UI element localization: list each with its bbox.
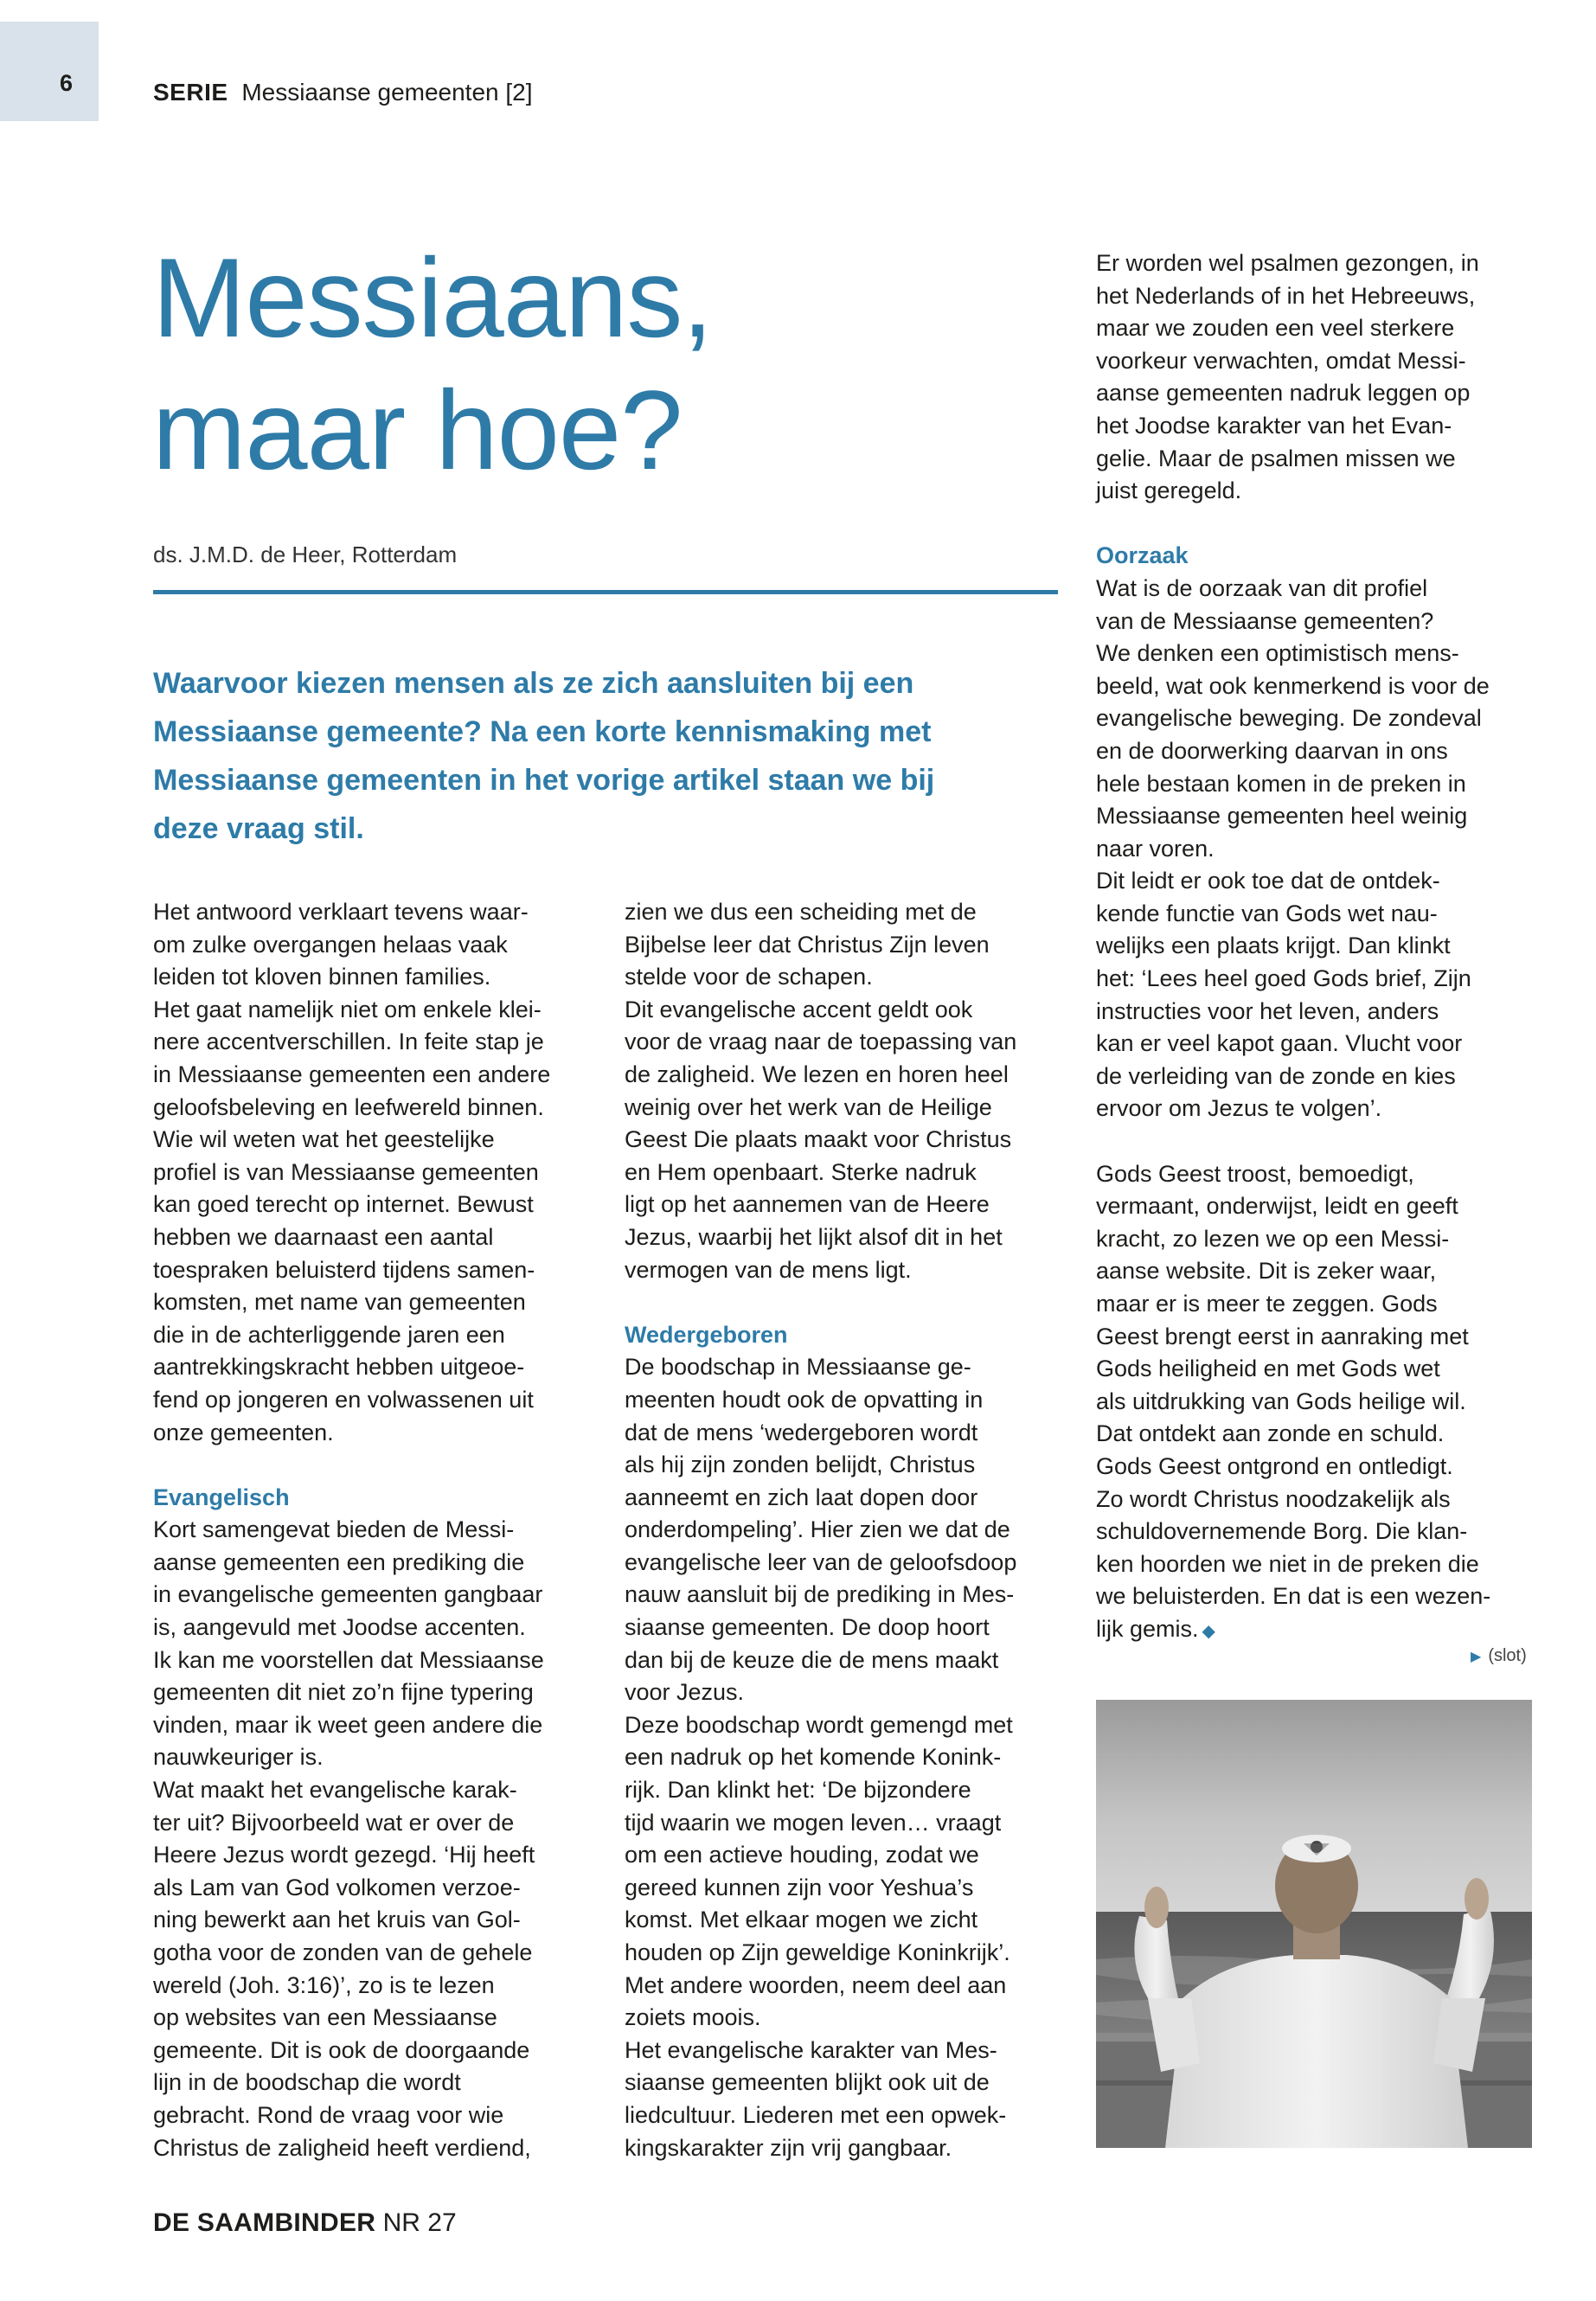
text-line-content: om zulke overgangen helaas vaak [153, 931, 508, 958]
text-line-content: geloofsbeleving en leefwereld binnen. [153, 1093, 544, 1120]
text-line [625, 1059, 1061, 1092]
lead-line: Waarvoor kiezen mensen als ze zich aansluiten bij een [153, 667, 914, 700]
text-line-content: en de doorwerking daarvan in ons [1096, 737, 1448, 764]
text-line [153, 1026, 586, 1059]
text-line [1096, 963, 1537, 996]
paragraph-gap [153, 1449, 586, 1482]
text-line-content: een nadruk op het komende Konink- [625, 1744, 1002, 1771]
text-line-content: voorkeur verwachten, omdat Messi- [1096, 347, 1466, 374]
text-line-content: Met andere woorden, neem deel aan [625, 1971, 1007, 1998]
text-line [153, 1709, 586, 1742]
text-line-content: Het evangelische karakter van Mes- [625, 2036, 997, 2063]
text-line-content: Heere Jezus wordt gezegd. ‘Hij heeft [153, 1842, 535, 1868]
text-line [1096, 898, 1537, 931]
text-line [153, 1351, 586, 1384]
text-line [625, 1970, 1061, 2003]
subhead-oorzaak: Oorzaak [1096, 542, 1189, 569]
text-line [1096, 345, 1537, 378]
lead-paragraph [153, 659, 1027, 853]
text-line [153, 2132, 586, 2165]
text-line-content: siaanse gemeenten. De doop hoort [625, 1614, 990, 1641]
text-line [1096, 800, 1537, 833]
text-line-content: tijd waarin we mogen leven… vraagt [625, 1809, 1002, 1836]
paragraph-gap [1096, 508, 1537, 541]
text-line [625, 1384, 1061, 1417]
text-line-content: Het antwoord verklaart tevens waar- [153, 899, 529, 925]
text-line [1096, 1093, 1537, 1125]
text-line [625, 2132, 1061, 2165]
text-line [1096, 377, 1537, 410]
text-line [625, 1709, 1061, 1742]
text-line [153, 1189, 586, 1221]
text-line-content: Christus de zaligheid heeft verdiend, [153, 2134, 531, 2161]
text-line [153, 1514, 586, 1547]
text-line-content: Kort samengevat bieden de Messi- [153, 1516, 515, 1543]
text-line [625, 2067, 1061, 2099]
text-line-content: toespraken beluisterd tijdens samen- [153, 1256, 535, 1283]
text-line-content: voor Jezus. [625, 1679, 745, 1706]
text-line [153, 1092, 586, 1125]
text-line-content: gotha voor de zonden van de gehele [153, 1939, 533, 1965]
text-line [153, 1221, 586, 1254]
text-line [1096, 930, 1537, 963]
text-line [625, 1124, 1061, 1157]
text-line [625, 1157, 1061, 1189]
text-line-content: welijks een plaats krijgt. Dan klinkt [1096, 933, 1451, 959]
page-number-tab [0, 22, 99, 121]
body-column-2 [625, 896, 1061, 2164]
text-line [153, 896, 586, 929]
text-line-content: Geest Die plaats maakt voor Christus [625, 1126, 1012, 1153]
text-line-content: aanse gemeenten nadruk leggen op [1096, 380, 1471, 407]
text-line-content: het Nederlands of in het Hebreeuws, [1096, 282, 1476, 309]
text-line [1096, 247, 1537, 280]
text-line-content: het: ‘Lees heel goed Gods brief, Zijn [1096, 965, 1471, 992]
text-line-content: Ik kan me voorstellen dat Messiaanse [153, 1646, 544, 1673]
text-line-content: komsten, met name van gemeenten [153, 1289, 526, 1316]
text-line [153, 1644, 586, 1677]
text-line-content: als hij zijn zonden belijdt, Christus [625, 1452, 976, 1478]
text-line-content: als Lam van God volkomen verzoe- [153, 1874, 521, 1900]
article-title [152, 232, 810, 497]
text-line [625, 1417, 1061, 1450]
text-line [625, 1026, 1061, 1059]
text-line [153, 1774, 586, 1807]
text-line [153, 1059, 586, 1092]
text-line-content: Wat is de oorzaak van dit profiel [1096, 574, 1428, 601]
text-line-content: nauwkeuriger is. [153, 1744, 324, 1771]
text-line [153, 929, 586, 962]
text-line-content: ter uit? Bijvoorbeeld wat er over de [153, 1809, 515, 1836]
text-line [153, 2067, 586, 2099]
text-line-content: zoiets moois. [625, 2004, 761, 2031]
text-line-content: aantrekkingskracht hebben uitgeoe- [153, 1354, 525, 1381]
text-line [153, 1124, 586, 1157]
title-line: Messiaans, [152, 234, 713, 361]
text-line-content: Bijbelse leer dat Christus Zijn leven [625, 931, 990, 958]
text-line [625, 1741, 1061, 1774]
text-line-content: komst. Met elkaar mogen we zicht [625, 1907, 978, 1933]
text-line-content: ken hoorden we niet in de preken die [1096, 1550, 1479, 1577]
text-line [625, 1092, 1061, 1125]
text-line [625, 1547, 1061, 1580]
text-line-content: fend op jongeren en volwassenen uit [153, 1386, 534, 1413]
text-line-content: maar we zouden een veel sterkere [1096, 315, 1455, 342]
text-line-content: zien we dus een scheiding met de [625, 899, 977, 925]
text-line [1096, 1353, 1537, 1386]
text-line [1096, 1386, 1537, 1419]
article-photo [1096, 1700, 1532, 2148]
text-line-content: profiel is van Messiaanse gemeenten [153, 1158, 539, 1185]
text-line-content: die in de achterliggende jaren een [153, 1321, 505, 1348]
text-line-content: kende functie van Gods wet nau- [1096, 900, 1438, 926]
text-line-content: schuldovernemende Borg. Die klan- [1096, 1518, 1468, 1545]
text-line [153, 2002, 586, 2035]
text-line [625, 1774, 1061, 1807]
text-line [625, 1254, 1061, 1287]
text-line-content: in Messiaanse gemeenten een andere [153, 1061, 551, 1087]
text-line [625, 1807, 1061, 1840]
text-line [625, 1514, 1061, 1547]
text-line [625, 896, 1061, 929]
text-line-content: evangelische leer van de geloofsdoop [625, 1548, 1017, 1575]
text-line-content: gemeenten dit niet zo’n fijne typering [153, 1679, 534, 1706]
text-line [1096, 1418, 1537, 1451]
text-line [153, 1384, 586, 1417]
text-line [1096, 1613, 1537, 1649]
text-line-content: als uitdrukking van Gods heilige wil. [1096, 1388, 1466, 1414]
text-line-content: hele bestaan komen in de preken in [1096, 770, 1466, 797]
text-line-content: aanse gemeenten een prediking die [153, 1548, 525, 1575]
text-line [1096, 1451, 1537, 1484]
text-line [625, 1904, 1061, 1937]
text-line [1096, 443, 1537, 476]
text-line [1096, 702, 1537, 735]
paragraph-gap [625, 1286, 1061, 1319]
text-line-content: maar er is meer te zeggen. Gods [1096, 1291, 1438, 1317]
text-line-content: onze gemeenten. [153, 1419, 334, 1445]
text-line-content: gebracht. Rond de vraag voor wie [153, 2101, 504, 2128]
subhead-evangelisch: Evangelisch [153, 1484, 290, 1510]
text-line-content: ning bewerkt aan het kruis van Gol- [153, 1907, 521, 1933]
text-line-content: vinden, maar ik weet geen andere die [153, 1711, 543, 1738]
text-line-content: stelde voor de schapen. [625, 964, 873, 990]
text-line [625, 994, 1061, 1027]
text-line [153, 1417, 586, 1450]
text-line-content: De boodschap in Messiaanse ge- [625, 1354, 971, 1381]
text-line [1096, 1321, 1537, 1354]
text-line-content: weinig over het werk van de Heilige [625, 1093, 992, 1120]
text-line-content: aanse website. Dit is zeker waar, [1096, 1258, 1437, 1285]
text-line-content: gemeente. Dit is ook de doorgaande [153, 2036, 530, 2063]
text-line-content: is, aangevuld met Joodse accenten. [153, 1614, 526, 1641]
text-line-content: kan er veel kapot gaan. Vlucht voor [1096, 1030, 1463, 1057]
text-line [625, 1676, 1061, 1709]
text-line-content: kan goed terecht op internet. Bewust [153, 1191, 534, 1218]
text-line-content: onderdompeling’. Hier zien we dat de [625, 1516, 1010, 1543]
text-line-content: Gods Geest ontgrond en ontledigt. [1096, 1452, 1453, 1479]
play-arrow-icon: ▶ [1471, 1650, 1482, 1664]
text-line-content: gereed kunnen zijn voor Yeshua’s [625, 1874, 974, 1900]
text-line-content: dat de mens ‘wedergeboren wordt [625, 1419, 978, 1445]
text-line-content: de verleiding van de zonde en kies [1096, 1062, 1456, 1089]
text-line [625, 961, 1061, 994]
title-divider [153, 590, 1058, 594]
series-header [153, 79, 533, 106]
text-line [1096, 768, 1537, 801]
text-line [1096, 1288, 1537, 1321]
text-line-content: hebben we daarnaast een aantal [153, 1223, 494, 1250]
text-line-content: aanneemt en zich laat dopen door [625, 1484, 978, 1510]
text-line [1096, 410, 1537, 443]
text-line [625, 1644, 1061, 1677]
text-line-content: van de Messiaanse gemeenten? [1096, 607, 1434, 634]
text-line [1096, 1028, 1537, 1061]
text-line-content: nere accentverschillen. In feite stap je [153, 1029, 544, 1055]
series-label: SERIE [153, 79, 228, 106]
text-line [153, 1286, 586, 1319]
text-line [153, 1319, 586, 1352]
text-line-content: evangelische beweging. De zondeval [1096, 705, 1482, 732]
text-line [1096, 573, 1537, 606]
text-line-content: Het gaat namelijk niet om enkele klei- [153, 996, 542, 1022]
text-line-content: juist geregeld. [1096, 478, 1242, 504]
text-line-content: lijn in de boodschap die wordt [153, 2069, 461, 2096]
text-line [153, 1937, 586, 1970]
title-line: maar hoe? [152, 367, 683, 493]
lead-line: Messiaanse gemeenten in het vorige artikel staan we bij [153, 764, 935, 797]
text-line [625, 1937, 1061, 1970]
text-line [153, 1612, 586, 1644]
text-line-content: wereld (Joh. 3:16)’, zo is te lezen [153, 1971, 495, 1998]
text-line-content: Dat ontdekt aan zonde en schuld. [1096, 1420, 1445, 1447]
text-line [625, 1612, 1061, 1644]
text-line-content: in evangelische gemeenten gangbaar [153, 1581, 543, 1608]
text-line-content: en Hem openbaart. Sterke nadruk [625, 1158, 977, 1185]
text-line-content: gelie. Maar de psalmen missen we [1096, 445, 1456, 471]
text-line-content: leiden tot kloven binnen families. [153, 964, 491, 990]
text-line [153, 1547, 586, 1580]
text-line-content: Dit leidt er ook toe dat de ontdek- [1096, 868, 1440, 894]
text-line-content: dan bij de keuze die de mens maakt [625, 1646, 999, 1673]
text-line [625, 1872, 1061, 1905]
text-line-content: We denken een optimistisch mens- [1096, 640, 1459, 667]
issue-number: NR 27 [382, 2208, 457, 2237]
text-line [625, 2099, 1061, 2132]
text-line-content: we beluisterden. En dat is een wezen- [1096, 1583, 1491, 1610]
text-line [153, 1839, 586, 1872]
text-line [625, 1221, 1061, 1254]
text-line [1096, 735, 1537, 768]
text-line-content: Geest brengt eerst in aanraking met [1096, 1323, 1469, 1349]
text-line [1096, 1190, 1537, 1223]
text-line-content: Dit evangelische accent geldt ook [625, 996, 973, 1022]
text-line-content: vermaant, onderwijst, leidt en geeft [1096, 1193, 1458, 1220]
text-line [625, 1482, 1061, 1515]
text-line [1096, 1223, 1537, 1256]
text-line [1096, 833, 1537, 866]
text-line-content: Wat maakt het evangelische karak- [153, 1777, 517, 1804]
text-line [1096, 1158, 1537, 1191]
text-line [153, 1579, 586, 1612]
text-line-content: rijk. Dan klinkt het: ‘De bijzondere [625, 1777, 971, 1804]
text-line-content: Jezus, waarbij het lijkt alsof dit in het [625, 1223, 1003, 1250]
text-line-content: Zo wordt Christus noodzakelijk als [1096, 1485, 1451, 1512]
text-line-content: nauw aansluit bij de prediking in Mes- [625, 1581, 1015, 1608]
text-line [1096, 1061, 1537, 1093]
text-line [153, 1741, 586, 1774]
lead-line: Messiaanse gemeente? Na een korte kennismaking met [153, 715, 932, 748]
text-line-content: Wie wil weten wat het geestelijke [153, 1126, 495, 1153]
text-line-content: op websites van een Messiaanse [153, 2004, 497, 2031]
continuation-text: (slot) [1488, 1646, 1527, 1665]
text-line [1096, 670, 1537, 703]
text-line-content: kingskarakter zijn vrij gangbaar. [625, 2134, 952, 2161]
text-line [153, 994, 586, 1027]
text-line [1096, 1516, 1537, 1548]
text-line [153, 1254, 586, 1287]
text-line [153, 1157, 586, 1189]
lead-line: deze vraag stil. [153, 812, 364, 845]
text-line-content: Gods heiligheid en met Gods wet [1096, 1356, 1440, 1382]
text-line-content: de zaligheid. We lezen en horen heel [625, 1061, 1009, 1087]
text-line-content: Gods Geest troost, bemoedigt, [1096, 1160, 1414, 1187]
text-line [153, 1970, 586, 2003]
text-line [625, 1189, 1061, 1221]
text-line-content: vermogen van de mens ligt. [625, 1256, 912, 1283]
text-line [153, 961, 586, 994]
end-diamond-icon: ◆ [1202, 1621, 1215, 1641]
text-line-content: het Joodse karakter van het Evan- [1096, 412, 1452, 439]
text-line-content: Messiaanse gemeenten heel weinig [1096, 803, 1468, 830]
text-line [1096, 638, 1537, 670]
text-line [153, 1676, 586, 1709]
text-line [153, 1872, 586, 1905]
text-line-content: naar voren. [1096, 835, 1215, 862]
continuation-note [1471, 1646, 1527, 1666]
text-line [625, 929, 1061, 962]
text-line-content: lijk gemis. [1096, 1615, 1199, 1642]
text-line [153, 1904, 586, 1937]
text-line-content: ervoor om Jezus te volgen’. [1096, 1095, 1382, 1122]
body-column-3 [1096, 247, 1537, 1649]
text-line [1096, 1484, 1537, 1516]
text-line [1096, 475, 1537, 508]
text-line [625, 1351, 1061, 1384]
byline: ds. J.M.D. de Heer, Rotterdam [153, 542, 458, 567]
text-line-content: om een actieve houding, zodat we [625, 1842, 979, 1868]
text-line [1096, 280, 1537, 313]
text-line [153, 1807, 586, 1840]
text-line-content: houden op Zijn geweldige Koninkrijk’. [625, 1939, 1010, 1965]
text-line-content: kracht, zo lezen we op een Messi- [1096, 1225, 1450, 1252]
body-column-1 [153, 896, 586, 2164]
text-line [1096, 996, 1537, 1029]
text-line-content: ligt op het aannemen van de Heere [625, 1191, 990, 1218]
footer [153, 2208, 457, 2238]
text-line-content: Deze boodschap wordt gemengd met [625, 1711, 1013, 1738]
text-line [625, 1579, 1061, 1612]
text-line [1096, 1548, 1537, 1581]
magazine-name: DE SAAMBINDER [153, 2208, 376, 2237]
text-line-content: siaanse gemeenten blijkt ook uit de [625, 2069, 990, 2096]
text-line-content: voor de vraag naar de toepassing van [625, 1029, 1017, 1055]
text-line [625, 1449, 1061, 1482]
text-line [153, 2035, 586, 2067]
text-line-content: Er worden wel psalmen gezongen, in [1096, 250, 1479, 276]
series-title: Messiaanse gemeenten [2] [241, 79, 533, 106]
text-line [1096, 1255, 1537, 1288]
text-line [1096, 606, 1537, 638]
praying-man-photo [1096, 1700, 1532, 2148]
text-line [625, 2002, 1061, 2035]
text-line [1096, 312, 1537, 345]
text-line-content: liedcultuur. Liederen met een opwek- [625, 2101, 1007, 2128]
text-line-content: beeld, wat ook kenmerkend is voor de [1096, 672, 1490, 699]
text-line [153, 2099, 586, 2132]
page-number: 6 [60, 70, 74, 96]
subhead-wedergeboren: Wedergeboren [625, 1321, 788, 1348]
text-line-content: meenten houdt ook de opvatting in [625, 1386, 984, 1413]
text-line [1096, 865, 1537, 898]
paragraph-gap [1096, 1125, 1537, 1158]
text-line [625, 2035, 1061, 2067]
text-line [625, 1839, 1061, 1872]
text-line [1096, 1580, 1537, 1613]
text-line-content: instructies voor het leven, anders [1096, 997, 1439, 1024]
